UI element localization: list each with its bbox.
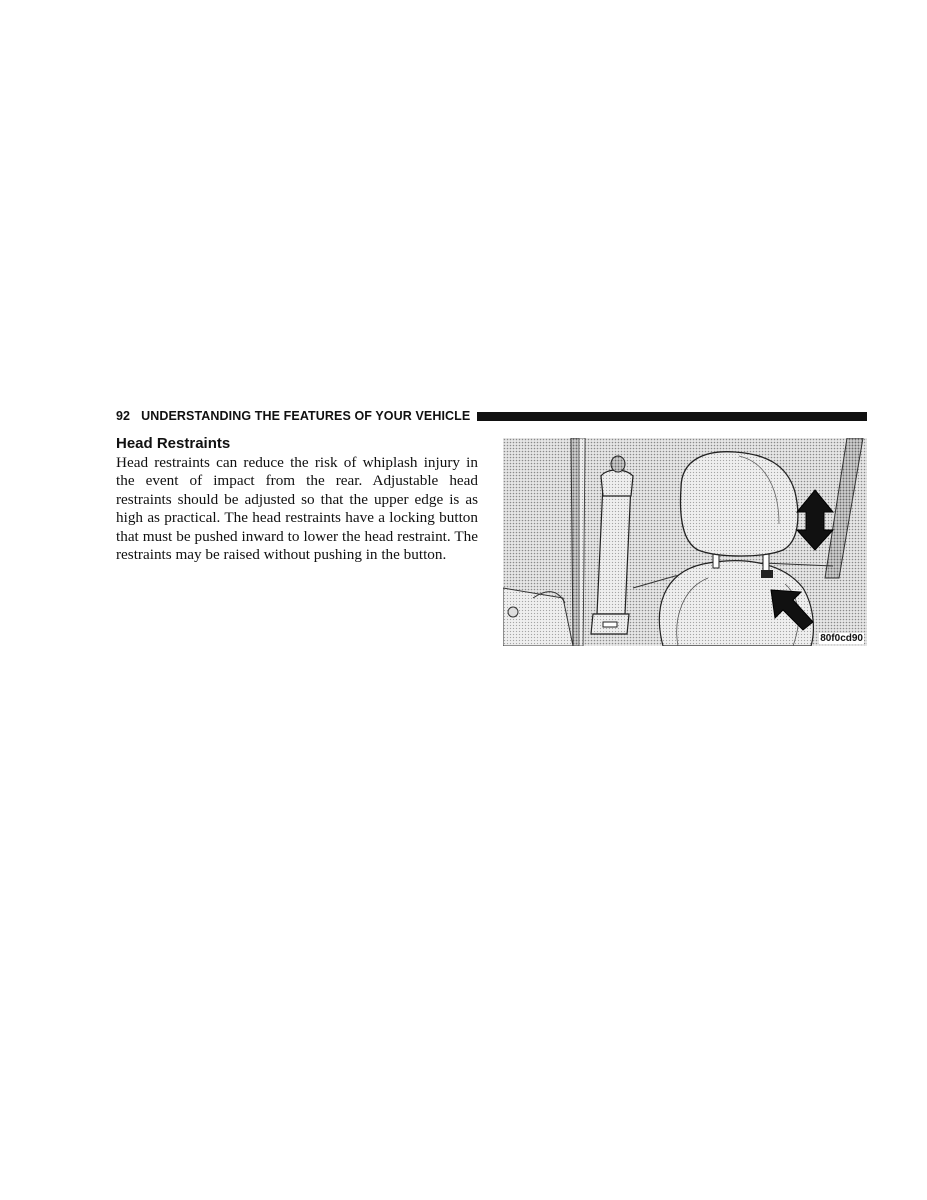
header-rule: [477, 412, 867, 421]
page-number: 92: [116, 409, 131, 423]
head-restraint-illustration: [503, 438, 867, 646]
section-title: Head Restraints: [116, 435, 231, 452]
page-header: [116, 408, 867, 424]
section-body: Head restraints can reduce the risk of whiplash injury in the event of impact from the rear. Adjustable head restraints should be adjusted so that the upper edge is as high as practical. The head restraints have a locking button that must be pushed inward to lower the head restraint. The restraints may be raised without pushing in the button.: [116, 454, 478, 564]
chapter-title: UNDERSTANDING THE FEATURES OF YOUR VEHICLE: [141, 409, 471, 423]
figure-code: 80f0cd90: [820, 633, 863, 644]
